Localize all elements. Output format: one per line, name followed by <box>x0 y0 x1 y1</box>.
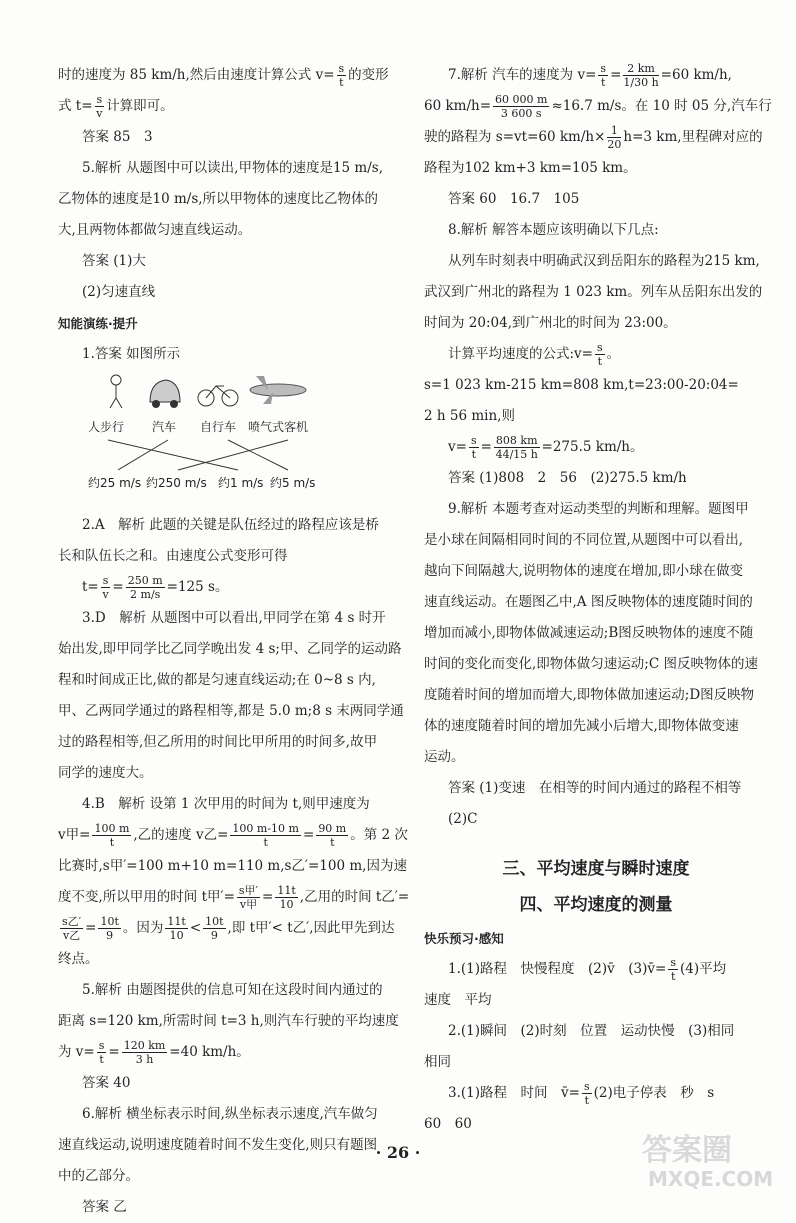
text: 式 t= <box>58 98 93 114</box>
section-title: 四、平均速度的测量 <box>519 895 673 915</box>
text-line: 始出发,即甲同学比乙同学晚出发 4 s;甲、乙同学的运动路 <box>58 641 402 657</box>
text-line: 9.解析 本题考查对运动类型的判断和理解。题图甲 <box>448 501 749 517</box>
formula-line: 计算平均速度的公式:v= $\frac{s}{t}$ 。 <box>448 341 621 368</box>
answer-line: 1.答案 如图所示 <box>82 346 181 362</box>
section-heading: 知能演练·提升 <box>58 316 138 331</box>
svg-text:MXQE.COM: MXQE.COM <box>648 1167 774 1191</box>
watermark-icon <box>638 1122 778 1192</box>
jet-icon <box>250 376 306 404</box>
text-line: 同学的速度大。 <box>58 765 153 781</box>
text-line: 3.D 解析 从题图中可以看出,甲同学在第 4 s 时开 <box>82 610 386 626</box>
section-title: 三、平均速度与瞬时速度 <box>502 859 690 879</box>
text-line: 是小球在间隔相同时间的不同位置,从题图中可以看出, <box>424 532 744 548</box>
right-column <box>424 60 772 1140</box>
figure-label: 汽车 <box>152 420 177 434</box>
fraction: $\frac{s}{t}$ <box>338 62 345 89</box>
answer-line: 答案 60 16.7 105 <box>448 191 580 207</box>
text-line: 长和队伍长之和。由速度公式变形可得 <box>58 548 288 564</box>
fraction: $\frac{s}{v}$ <box>102 574 109 601</box>
text-line: 2.A 解析 此题的关键是队伍经过的路程应该是桥 <box>82 517 379 533</box>
formula-line: 1.(1)路程 快慢程度 (2)v̄ (3)v̄= $\frac{s}{t}$ (4)平均 <box>448 956 727 983</box>
text-line: 大,且两物体都做匀速直线运动。 <box>58 222 252 238</box>
text-line: 速度 平均 <box>424 992 492 1008</box>
text-line: 度随着时间的增加而增大,即物体做加速运动;D图反映物 <box>424 687 755 703</box>
text-line: 路程为102 km+3 km=105 km。 <box>424 160 637 176</box>
answer-line: (2)C <box>448 811 478 827</box>
fraction: $\frac{s}{t}$ <box>98 1039 105 1066</box>
text-line: 8.解析 解答本题应该明确以下几点: <box>448 222 659 238</box>
car-icon <box>150 380 180 408</box>
text-line: 越向下间隔越大,说明物体的速度在增加,即小球在做变 <box>424 563 744 579</box>
fraction: $\frac{2 km}{1/30 h}$ <box>623 62 659 89</box>
fraction: $\frac{10t}{9}$ <box>100 915 119 942</box>
formula-line: 度不变,所以甲用的时间 t甲′= $\frac{\text{s甲′}}{\text{v甲}}$ = $\frac{11t}{10}$ ,乙用的时间 t乙′= <box>58 884 410 911</box>
text-line: 2 h 56 min,则 <box>424 408 515 424</box>
answer-line: (2)匀速直线 <box>82 284 156 300</box>
fraction: $\frac{1}{20}$ <box>607 124 622 151</box>
text-line: 乙物体的速度是10 m/s,所以甲物体的速度比乙物体的 <box>58 191 379 207</box>
fraction: $\frac{s}{v}$ <box>96 93 103 120</box>
text-line: 速直线运动,说明速度随着时间不发生变化,则只有题图 <box>58 1137 378 1153</box>
fraction: $\frac{11t}{10}$ <box>277 884 296 911</box>
bicycle-icon <box>198 386 238 406</box>
text-line <box>58 60 400 91</box>
answer-line: 答案 85 3 <box>82 129 153 145</box>
formula-line: v甲= $\frac{100 m}{t}$ ,乙的速度 v乙= $\frac{100 m-10 m}{t}$ = $\frac{90 m}{t}$ 。第 2 次 <box>58 822 408 849</box>
fraction: $\frac{s}{t}$ <box>597 341 603 368</box>
figure-label: 人步行 <box>88 420 125 434</box>
text-line: 60 60 <box>424 1116 472 1132</box>
formula-line: v= $\frac{s}{t}$ = $\frac{808 km}{44/15 h}$ =275.5 km/h。 <box>448 434 644 461</box>
text-line: 时间的变化而变化,即物体做匀速运动;C 图反映物体的速 <box>424 656 758 672</box>
text-line: 增加而减小,即物体做减速运动;B图反映物体的速度不随 <box>424 625 754 641</box>
formula-line: t= $\frac{s}{v}$ = $\frac{250 m}{2 m/s}$ =125 s。 <box>82 574 229 601</box>
text-line: 中的乙部分。 <box>58 1168 139 1184</box>
match-line <box>228 440 288 470</box>
text-line: 距离 s=120 km,所需时间 t=3 h,则汽车行驶的平均速度 <box>58 1013 399 1029</box>
fraction: $\frac{\text{s乙′}}{\text{v乙}}$ <box>62 915 82 942</box>
text-line: 4.B 解析 设第 1 次甲用的时间为 t,则甲速度为 <box>82 796 370 812</box>
answer-line: 答案 乙 <box>82 1199 127 1215</box>
text-line: 5.解析 从题图中可以读出,甲物体的速度是15 m/s, <box>82 160 384 176</box>
text-line: 6.解析 横坐标表示时间,纵坐标表示速度,汽车做匀 <box>82 1106 378 1122</box>
fraction: $\frac{s}{t}$ <box>470 434 477 461</box>
left-column <box>58 60 410 1223</box>
fraction: $\frac{100 m-10 m}{t}$ <box>232 822 299 849</box>
fraction: $\frac{100 m}{t}$ <box>94 822 130 849</box>
text-line: 比赛时,s甲′=100 m+10 m=110 m,s乙′=100 m,因为速 <box>58 858 407 874</box>
answer-line: 答案 40 <box>82 1075 131 1091</box>
answer-line: 答案 (1)808 2 56 (2)275.5 km/h <box>448 470 687 486</box>
formula-line: 7.解析 汽车的速度为 v= $\frac{s}{t}$ = $\frac{2 km}{1/30 h}$ =60 km/h, <box>448 62 732 89</box>
formula-line: $\frac{\text{s乙′}}{\text{v乙}}$ = $\frac{10t}{9}$ 。因为 $\frac{11t}{10}$ < $\frac{10t}{9}$ ,即 t甲′< t乙′,因此甲先到达 <box>62 915 395 942</box>
svg-text:答案圈: 答案圈 <box>642 1133 732 1168</box>
text-line: 程和时间成正比,做的都是匀速直线运动;在 0~8 s 内, <box>58 672 376 688</box>
text-line: 2.(1)瞬间 (2)时刻 位置 运动快慢 (3)相同 <box>448 1023 735 1039</box>
fraction: $\frac{\text{s甲′}}{\text{v甲}}$ <box>238 884 259 911</box>
text-line: 甲、乙两同学通过的路程相等,都是 5.0 m;8 s 末两同学通 <box>58 703 404 719</box>
text-line: 武汉到广州北的路程为 1 023 km。列车从岳阳东出发的 <box>424 284 763 300</box>
text-line <box>58 91 400 122</box>
figure-label: 喷气式客机 <box>248 420 309 434</box>
figure-label: 约25 m/s <box>88 476 142 490</box>
answer-line: 答案 (1)大 <box>82 253 146 269</box>
formula-line: 3.(1)路程 时间 v̄= $\frac{s}{t}$ (2)电子停表 秒 s <box>448 1080 715 1107</box>
fraction: $\frac{120 km}{3 h}$ <box>123 1039 166 1066</box>
fraction: $\frac{808 km}{44/15 h}$ <box>495 434 538 461</box>
formula-line: 驶的路程为 s=vt=60 km/h× $\frac{1}{20}$ h=3 km,里程碑对应的 <box>424 124 763 151</box>
figure-label: 约1 m/s <box>218 476 264 490</box>
section-heading: 快乐预习·感知 <box>424 931 504 946</box>
fraction: $\frac{90 m}{t}$ <box>318 822 347 849</box>
formula-line: 为 v= $\frac{s}{t}$ = $\frac{120 km}{3 h}$ =40 km/h。 <box>58 1039 250 1066</box>
text-line: s=1 023 km-215 km=808 km,t=23:00-20:04= <box>424 377 739 393</box>
fraction: $\frac{11t}{10}$ <box>167 915 186 942</box>
text: 时的速度为 85 km/h,然后由速度计算公式 v= <box>58 67 335 83</box>
match-line <box>108 440 238 470</box>
matching-figure <box>88 370 316 510</box>
fraction: $\frac{250 m}{2 m/s}$ <box>127 574 163 601</box>
text: 计算即可。 <box>106 98 174 114</box>
text-line: 终点。 <box>58 951 99 967</box>
text-line: 过的路程相等,但乙所用的时间比甲所用的时间多,故甲 <box>58 734 378 750</box>
figure-label: 约250 m/s <box>146 476 207 490</box>
walker-icon <box>110 375 122 408</box>
answer-line: 答案 (1)变速 在相等的时间内通过的路程不相等 <box>448 780 742 796</box>
text-line: 体的速度随着时间的增加先减小后增大,即物体做变速 <box>424 718 739 734</box>
text-line: 时间为 20:04,到广州北的时间为 23:00。 <box>424 315 677 331</box>
text-line: 相同 <box>424 1054 451 1070</box>
page-number: · 26 · <box>375 1143 421 1162</box>
watermark-logo <box>638 1122 778 1192</box>
figure-label: 约5 m/s <box>270 476 316 490</box>
fraction: $\frac{10t}{9}$ <box>205 915 224 942</box>
figure-label: 自行车 <box>200 420 237 434</box>
match-line <box>178 440 288 470</box>
fraction: $\frac{s}{t}$ <box>583 1080 590 1107</box>
text-line: 从列车时刻表中明确武汉到岳阳东的路程为215 km, <box>448 253 760 269</box>
text-line: 运动。 <box>424 749 465 765</box>
fraction: $\frac{60 000 m}{3 600 s}$ <box>495 93 548 120</box>
fraction: $\frac{s}{t}$ <box>600 62 607 89</box>
text: 的变形 <box>348 67 389 83</box>
text-line: 速直线运动。在题图乙中,A 图反映物体的速度随时间的 <box>424 594 753 610</box>
formula-line: 60 km/h= $\frac{60 000 m}{3 600 s}$ ≈16.7 m/s。在 10 时 05 分,汽车行 <box>424 93 772 120</box>
fraction: $\frac{s}{t}$ <box>670 956 676 983</box>
text-line: 5.解析 由题图提供的信息可知在这段时间内通过的 <box>82 982 383 998</box>
